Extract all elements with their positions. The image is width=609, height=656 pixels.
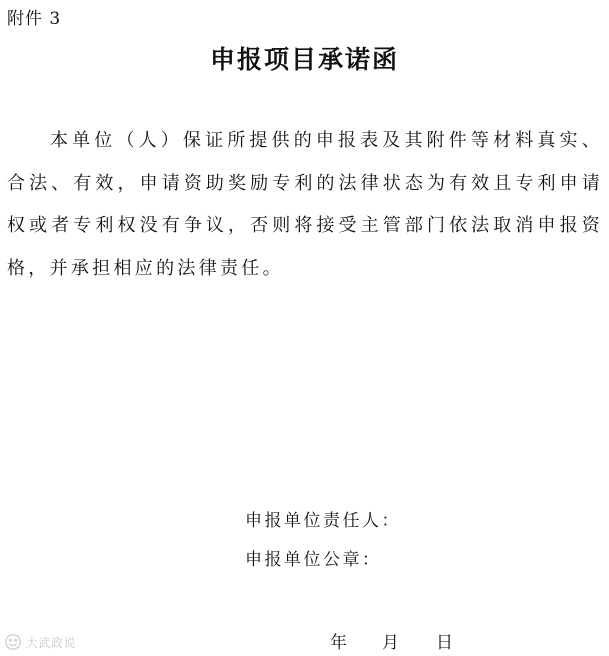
date-month-label: 月 <box>382 633 399 653</box>
commitment-paragraph: 本单位（人）保证所提供的申报表及其附件等材料真实、合法、有效，申请资助奖励专利的法律状态为有效且专利申请权或者专利权没有争议，否则将接受主管部门依法取消申报资格，并承担相应的法律责任。 <box>7 130 603 279</box>
unit-seal-label: 申报单位公章： <box>245 550 382 570</box>
watermark-logo-icon <box>4 633 22 651</box>
document-title: 申报项目承诺函 <box>209 45 399 74</box>
attachment-label: 附件 3 <box>7 9 62 29</box>
date-day-label: 日 <box>436 633 453 653</box>
watermark-text: 大武政说 <box>26 635 77 650</box>
watermark <box>4 633 76 651</box>
date-year-label: 年 <box>330 633 347 653</box>
responsible-person-label: 申报单位责任人： <box>245 511 401 531</box>
